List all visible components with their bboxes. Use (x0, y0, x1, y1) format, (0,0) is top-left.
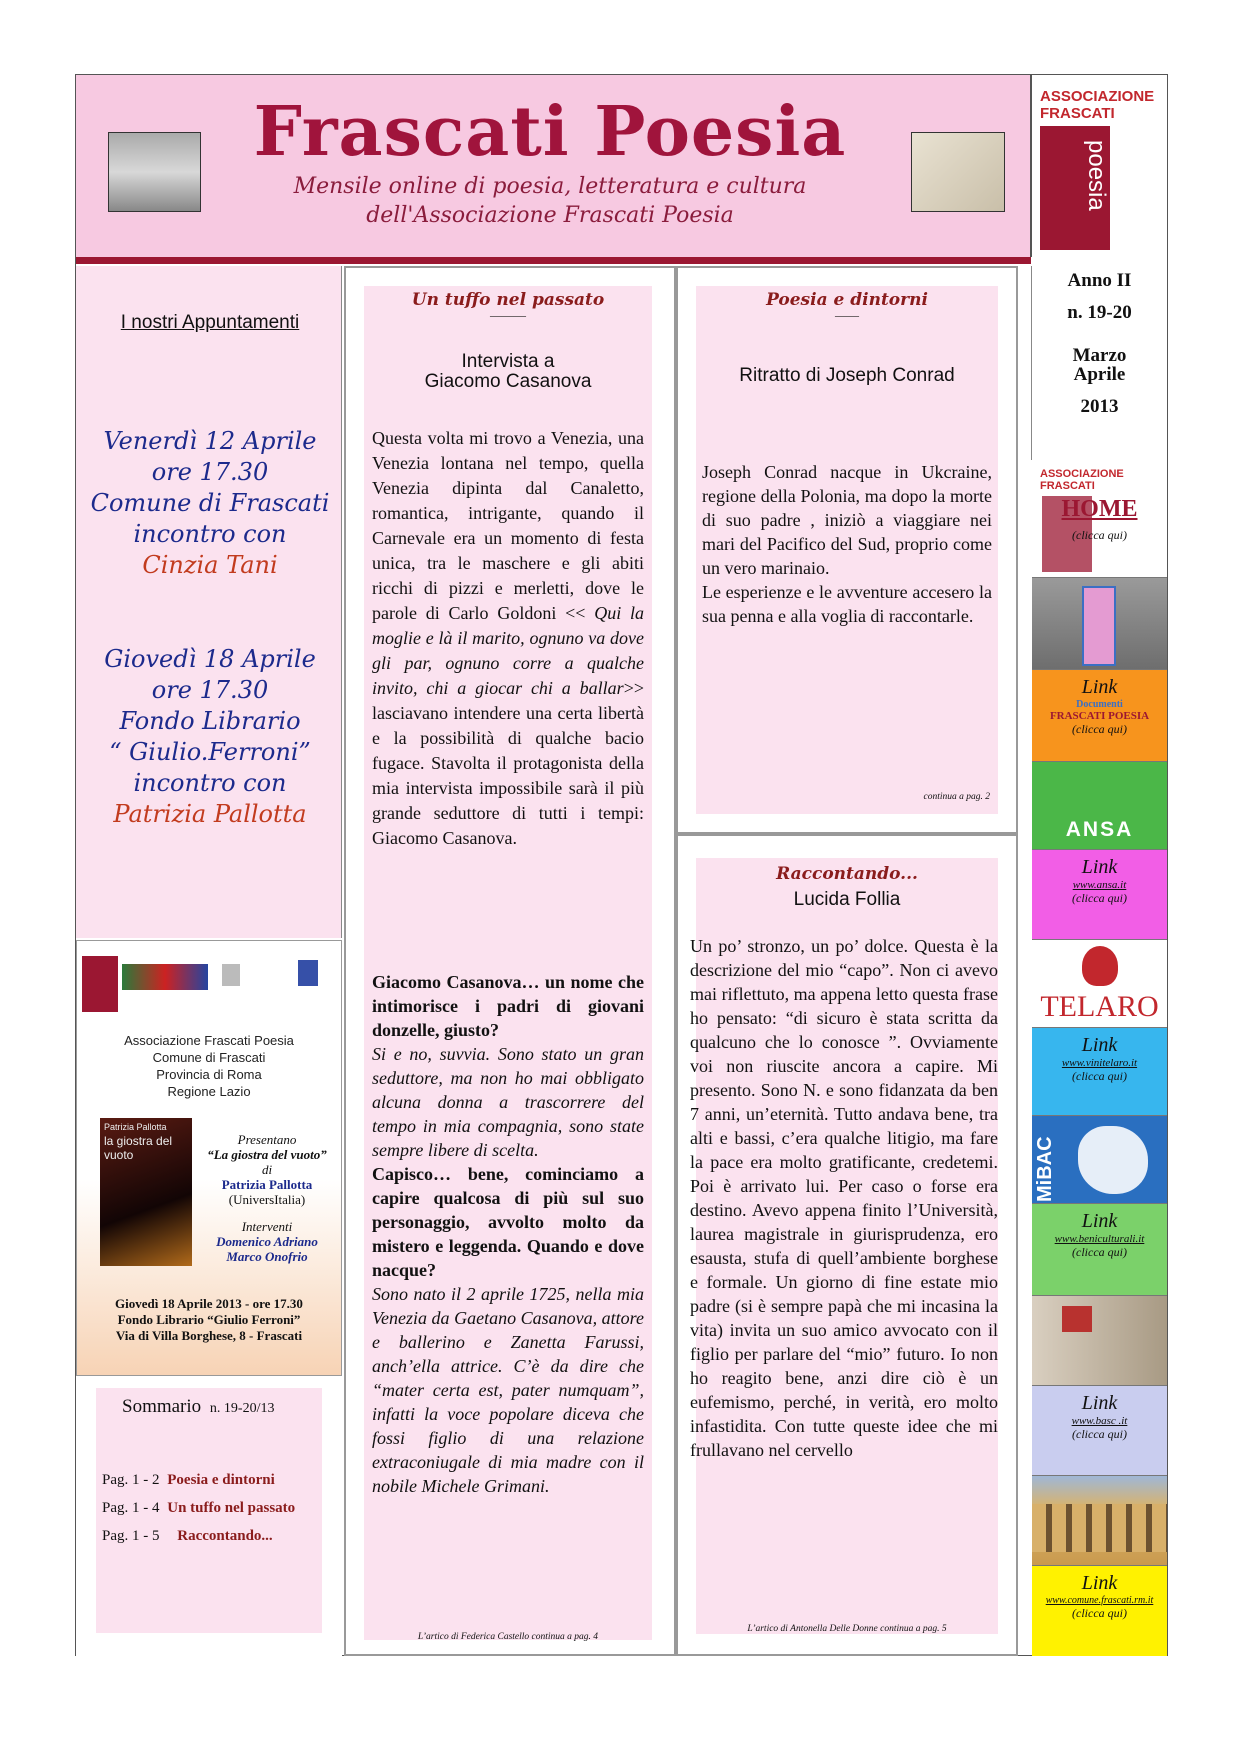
event-line: ore 17.30 (151, 676, 269, 704)
issue-month: Aprile (1073, 364, 1126, 385)
comune-image-tile[interactable] (1032, 1476, 1167, 1566)
link-mibac[interactable] (1032, 1204, 1167, 1296)
link-sub: (clicca qui) (1072, 1606, 1127, 1620)
logo-text-line: FRASCATI (1040, 480, 1095, 492)
poster-author: Patrizia Pallotta (221, 1177, 313, 1192)
link-label: Link (1081, 1392, 1118, 1414)
poster-assoc-logo (82, 956, 118, 1012)
basc-logo-icon (1062, 1306, 1092, 1332)
toc-pages: Pag. 1 - 2 (102, 1472, 160, 1488)
toc-title (122, 1396, 274, 1418)
toc-row[interactable] (102, 1528, 273, 1545)
logo-text-line: FRASCATI (1040, 105, 1115, 122)
page-title: Frascati Poesia (253, 92, 847, 172)
link-url[interactable]: www.beniculturali.it (1054, 1233, 1145, 1245)
issue-year: Anno II (1067, 270, 1132, 291)
continue-note[interactable]: L’artico di Federica Castello continua a pag. 4 (417, 1632, 599, 1642)
event-1 (80, 426, 340, 581)
link-label: Link (1081, 1572, 1118, 1594)
link-top: Documenti (1076, 699, 1123, 710)
link-url[interactable]: www.ansa.it (1072, 879, 1127, 891)
poster-line: Regione Lazio (167, 1084, 251, 1099)
link-documents[interactable] (1032, 670, 1167, 762)
toc-number: n. 19-20/13 (209, 1401, 275, 1416)
statue-icon (1078, 1126, 1148, 1194)
poster-organizers (84, 1032, 334, 1100)
cover-title: la giostra del vuoto (104, 1134, 173, 1162)
article-kicker: Poesia e dintorni (766, 290, 928, 310)
poster-footer (84, 1296, 334, 1344)
link-sub: (clicca qui) (1072, 891, 1127, 905)
kicker-dash: ——— (490, 308, 526, 322)
event-guest: Patrizia Pallotta (113, 800, 307, 828)
telaro-logo-tile[interactable] (1032, 940, 1167, 1028)
toc-pages: Pag. 1 - 5 (102, 1528, 160, 1544)
answer: Sono nato il 2 aprile 1725, nella mia Venezia da Gaetano Casanova, attore e ballerino e Zanetta Farussi, anch’ella attrice. C’è da dire che “mater certa est, pater numquam”, infatti la voce popolare diceva che fossi figlio di una relazione extraconiugale di mia madre con il nobile Michele Grimani. (372, 1284, 644, 1496)
answer: Si e no, suvvia. Sono stato un gran seduttore, ma non ho mai obbligato alcuna donna a trascorrere del tempo in mia compagnia, sono state sempre libere di scelta. (372, 1044, 644, 1160)
poster-line: Via di Villa Borghese, 8 - Frascati (115, 1328, 303, 1343)
toc-title-text: Sommario (122, 1396, 202, 1417)
body-text: Joseph Conrad nacque in Ukcraine, regione della Polonia, ma dopo la morte di suo padre , iniziò a viaggiare nei mari del Pacifico del Sud, proprio come un vero marinaio. (702, 462, 992, 578)
body-text: Questa volta mi trovo a Venezia, una Venezia lontana nel tempo, quella Venezia dipinta dal Canaletto, romantica, intrigante, quando il Carnevale era un momento di festa unica, tra le maschere e gli abiti ricchi di pizzi e merletti, dove le parole di Carlo Goldoni << (372, 428, 644, 623)
logo-text-line: ASSOCIAZIONE (1040, 468, 1124, 480)
logo-text-line: ASSOCIAZIONE (1040, 88, 1155, 105)
body-text: >> lasciavano intendere una certa libertà e la possibilità di qualche bacio fugace. Stavolta il protagonista della mia intervista impossibile sarà il più grande seduttore di tutti i tempi: Giacomo Casanova. (372, 678, 644, 848)
link-url[interactable]: www.basc .it (1071, 1415, 1128, 1427)
logo-word: poesia (1083, 140, 1110, 211)
event-line: Venerdì 12 Aprile (103, 427, 317, 455)
link-sub: (clicca qui) (1072, 1427, 1127, 1441)
poster-line: Interventi (241, 1219, 293, 1234)
toc-row[interactable] (102, 1472, 275, 1489)
poster-details (192, 1132, 342, 1264)
basc-image-tile[interactable] (1032, 1296, 1167, 1386)
link-comune[interactable] (1032, 1566, 1167, 1656)
telaro-logo: TELARO (1040, 990, 1159, 1023)
article-kicker: Un tuffo nel passato (411, 290, 605, 310)
article-body (702, 460, 992, 628)
poster-line: Fondo Librario “Giulio Ferroni” (117, 1312, 301, 1327)
mibac-logo-tile[interactable] (1032, 1116, 1167, 1204)
article-kicker: Raccontando... (776, 864, 918, 884)
poster-line: Giovedì 18 Aprile 2013 - ore 17.30 (115, 1296, 303, 1311)
poster-publisher: (UniversItalia) (228, 1192, 306, 1207)
appointments-panel (76, 266, 342, 938)
question: Capisco… bene, cominciamo a capire qualcosa di più sul suo personaggio, avvolto molto da mistero e leggenda. Quando e dove nacque? (372, 1164, 644, 1280)
kicker-dash: —— (835, 308, 859, 322)
article-headline: Ritratto di Joseph Conrad (739, 365, 955, 386)
poster-book-cover (100, 1118, 192, 1266)
event-line: Giovedì 18 Aprile (104, 645, 316, 673)
rooster-icon (1082, 946, 1118, 986)
subtitle-line: Mensile online di poesia, letteratura e cultura (293, 174, 807, 199)
poster-speaker: Marco Onofrio (226, 1249, 308, 1264)
quill-inkwell-image (911, 132, 1005, 212)
link-sub: (clicca qui) (1072, 1245, 1127, 1259)
masthead-rule (76, 257, 1031, 264)
home-sub: (clicca qui) (1072, 528, 1127, 542)
link-telaro[interactable] (1032, 1028, 1167, 1116)
poster-line: Presentano (237, 1132, 297, 1147)
event-line: Comune di Frascati (90, 489, 330, 517)
toc-label: Poesia e dintorni (167, 1472, 275, 1488)
issue-yearnum: 2013 (1080, 396, 1119, 417)
poster-line: Comune di Frascati (152, 1050, 266, 1065)
link-url[interactable]: FRASCATI POESIA (1049, 710, 1150, 722)
link-label: Link (1081, 856, 1118, 878)
home-tile[interactable] (1032, 462, 1167, 578)
article-body (372, 426, 644, 851)
appointments-title: I nostri Appuntamenti (120, 312, 300, 333)
article-body: Un po’ stronzo, un po’ dolce. Questa è la descrizione del mio “capo”. Non ci avevo mai riflettuto, ma appena letto questa frase ho pensato: “di sicuro è stata scritta da qualcuno che lo conosce ”. Ovviamente voi non riuscite ancora a capire. Mi presento. Sono N. e sono fidanzata da ben 7 anni, un’eternità. Tutto andava bene, tra alti e bassi, c’era qualche litigio, ma fare la pace era molto gratificante, credetemi. Poi è arrivato lui. Per caso o forse era destino. Avevo appena finito l’Università, laurea magistrale in giurisprudenza, ero esausta, stufa di quell’ambiente borghese e formale. Un giorno di fine estate mio padre (si è sempre papà che mi incasina la vita) invita un suo amico avvocato con il figlio per parlare del “mio” futuro. Io non ho reagito bene, anzi dire ciò è un eufemismo, perché, in verità, ero molto infastidita. Con tutte queste idee che mi frullavano nel cervello (690, 936, 998, 1460)
event-line: Fondo Librario (119, 707, 301, 735)
letter-d-icon (1082, 586, 1116, 666)
link-url[interactable]: www.vinitelaro.it (1061, 1057, 1138, 1069)
poster-line: Provincia di Roma (156, 1067, 262, 1082)
poster-speaker: Domenico Adriano (216, 1234, 318, 1249)
event-line: incontro con (133, 769, 287, 797)
page-subtitle (180, 172, 920, 230)
event-line: ore 17.30 (151, 458, 269, 486)
issue-month: Marzo (1072, 345, 1127, 366)
poster-provincia-logo (222, 964, 240, 986)
toc-row[interactable] (102, 1500, 295, 1517)
question: Giacomo Casanova… un nome che intimorisce i padri di giovani donzelle, giusto? (372, 972, 644, 1040)
toc-pages: Pag. 1 - 4 (102, 1500, 160, 1516)
goldoni-quote: Qui la moglie e là il marito, ognuno va dove gli par, ognuno corre a qualche invito, chi a giocar chi a ballar (372, 603, 644, 698)
issue-box (1031, 266, 1167, 460)
poster-comune-logo (298, 960, 318, 986)
headline-line: Intervista a (461, 351, 555, 372)
ansa-logo-tile[interactable] (1032, 762, 1167, 850)
link-label: Link (1081, 1034, 1118, 1056)
link-ansa[interactable] (1032, 850, 1167, 940)
subtitle-line: dell'Associazione Frascati Poesia (366, 203, 734, 228)
continue-note[interactable]: continua a pag. 2 (923, 792, 990, 802)
mibac-logo: MiBAC (1034, 1136, 1056, 1202)
event-guest: Cinzia Tani (142, 551, 278, 579)
poster-line: Associazione Frascati Poesia (124, 1033, 294, 1048)
continue-note[interactable]: L’artico di Antonella Delle Donne continua a pag. 5 (747, 1624, 947, 1634)
interview-qa (372, 970, 644, 1498)
link-label: Link (1081, 676, 1118, 698)
building-image (1032, 1504, 1167, 1552)
poster-regione-logo (122, 964, 208, 990)
article-headline (364, 352, 652, 392)
link-basc[interactable] (1032, 1386, 1167, 1476)
headline-line: Giacomo Casanova (424, 371, 592, 392)
link-sub: (clicca qui) (1072, 1069, 1127, 1083)
event-2 (80, 644, 340, 830)
body-text: Le esperienze e le avventure accesero la sua penna e alla voglia di raccontarle. (702, 582, 992, 626)
issue-number: n. 19-20 (1067, 302, 1132, 323)
home-link[interactable]: HOME (1061, 496, 1138, 522)
toc-label: Raccontando... (177, 1528, 273, 1544)
link-label: Link (1081, 1210, 1118, 1232)
logo-text (1040, 88, 1154, 122)
ansa-logo: ANSA (1065, 818, 1134, 841)
link-url[interactable]: www.comune.frascati.rm.it (1045, 1595, 1154, 1606)
cover-author: Patrizia Pallotta (104, 1122, 167, 1132)
event-line: incontro con (133, 520, 287, 548)
event-line: “ Giulio.Ferroni” (109, 738, 311, 766)
poster-line: di (261, 1162, 273, 1177)
link-sub: (clicca qui) (1072, 722, 1127, 736)
toc-label: Un tuffo nel passato (167, 1500, 296, 1516)
article-headline: Lucida Follia (793, 889, 901, 910)
poster-book-title: “La giostra del vuoto” (207, 1147, 327, 1162)
documents-image-tile[interactable] (1032, 578, 1167, 670)
